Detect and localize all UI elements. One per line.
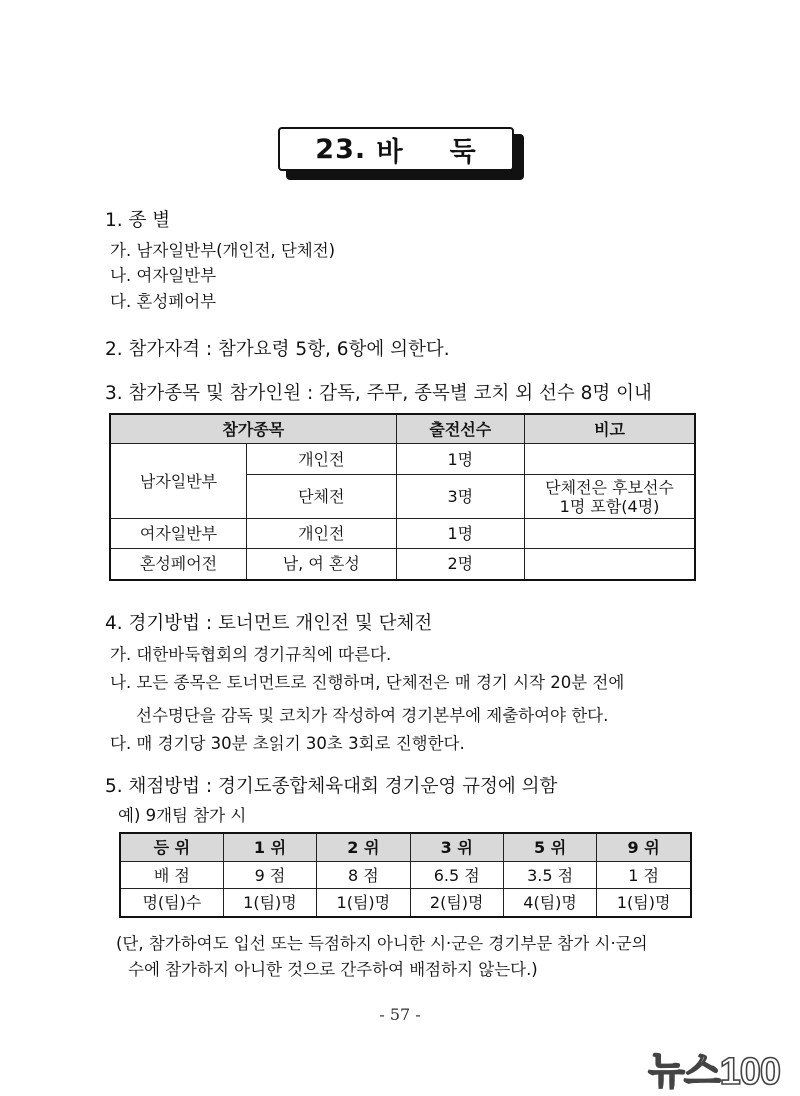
- section-4-item-2: 나. 모든 종목은 토너먼트로 진행하며, 단체전은 매 경기 시작 20분 전에: [110, 673, 625, 692]
- score-cell: 1 점: [597, 862, 691, 889]
- section-4-heading: 4. 경기방법 : 토너먼트 개인전 및 단체전: [105, 613, 433, 634]
- section-1-heading: 1. 종 별: [105, 210, 171, 231]
- score-table: [119, 832, 692, 918]
- score-table-header-row: [120, 833, 691, 862]
- scoring-note-line-1: (단, 참가하여도 입선 또는 득점하지 아니한 시·군은 경기부문 참가 시·군의: [116, 934, 648, 953]
- section-2-heading: 2. 참가자격 : 참가요령 5항, 6항에 의한다.: [105, 339, 450, 360]
- score-cell: 배 점: [120, 862, 223, 889]
- rank-header: 3 위: [410, 833, 503, 862]
- rank-header: 1 위: [223, 833, 316, 862]
- players-cell: 3명: [396, 475, 525, 519]
- note-line-1: 단체전은 후보선수: [545, 477, 674, 497]
- event-cell: 개인전: [247, 519, 396, 549]
- count-cell: 1(팀)명: [317, 889, 410, 917]
- count-cell: 명(팀)수: [120, 889, 223, 917]
- note-line-2: 1명 포함(4명): [559, 496, 660, 516]
- division-cell: 여자일반부: [110, 519, 247, 549]
- note-cell: [525, 549, 695, 580]
- section-5-heading: 5. 채점방법 : 경기도종합체육대회 경기운영 규정에 의함: [105, 776, 558, 797]
- note-cell: [525, 475, 695, 519]
- watermark-logo: 뉴스100: [648, 1051, 780, 1093]
- count-cell: 4(팀)명: [503, 889, 596, 917]
- players-cell: 2명: [396, 549, 525, 580]
- division-cell: 남자일반부: [110, 444, 247, 519]
- count-cell: 2(팀)명: [410, 889, 503, 917]
- event-cell: 단체전: [247, 475, 396, 519]
- count-row: [120, 889, 691, 917]
- event-cell: 개인전: [247, 444, 396, 475]
- scoring-note-line-2: 수에 참가하지 아니한 것으로 간주하여 배점하지 않는다.): [128, 960, 538, 979]
- header-event: 참가종목: [110, 414, 396, 444]
- rank-header: 등 위: [120, 833, 223, 862]
- count-cell: 1(팀)명: [223, 889, 316, 917]
- players-cell: 1명: [396, 519, 525, 549]
- section-4-item-3: 다. 매 경기당 30분 초읽기 30초 3회로 진행한다.: [110, 734, 465, 753]
- note-cell: [525, 519, 695, 549]
- table-row: [110, 519, 695, 549]
- players-cell: 1명: [396, 444, 525, 475]
- section-4-item-1: 가. 대한바둑협회의 경기규칙에 따른다.: [110, 645, 392, 664]
- page-number: - 57 -: [379, 1005, 421, 1024]
- score-cell: 8 점: [317, 862, 410, 889]
- note-cell: [525, 444, 695, 475]
- section-1-item-3: 다. 혼성페어부: [110, 292, 217, 311]
- section-1-item-2: 나. 여자일반부: [110, 266, 217, 285]
- table-row: [110, 549, 695, 580]
- scoring-example-label: 예) 9개팀 참가 시: [118, 806, 247, 825]
- rank-header: 5 위: [503, 833, 596, 862]
- count-cell: 1(팀)명: [597, 889, 691, 917]
- page-title: [278, 127, 514, 171]
- score-cell: 3.5 점: [503, 862, 596, 889]
- header-players: 출전선수: [396, 414, 525, 444]
- rank-header: 9 위: [597, 833, 691, 862]
- title-char-1: 바: [376, 136, 404, 168]
- title-char-2: 둑: [449, 136, 477, 168]
- entry-table: [109, 413, 696, 581]
- event-cell: 남, 여 혼성: [247, 549, 396, 580]
- score-cell: 6.5 점: [410, 862, 503, 889]
- score-cell: 9 점: [223, 862, 316, 889]
- section-1-item-1: 가. 남자일반부(개인전, 단체전): [110, 241, 336, 260]
- table-row: [110, 444, 695, 475]
- section-4-item-2-continued: 선수명단을 감독 및 코치가 작성하여 경기본부에 제출하여야 한다.: [136, 706, 609, 725]
- header-note: 비고: [525, 414, 695, 444]
- title-number: 23.: [315, 133, 367, 165]
- rank-header: 2 위: [317, 833, 410, 862]
- score-row: [120, 862, 691, 889]
- division-cell: 혼성페어전: [110, 549, 247, 580]
- section-3-heading: 3. 참가종목 및 참가인원 : 감독, 주무, 종목별 코치 외 선수 8명 이내: [105, 383, 652, 404]
- entry-table-header-row: [110, 414, 695, 444]
